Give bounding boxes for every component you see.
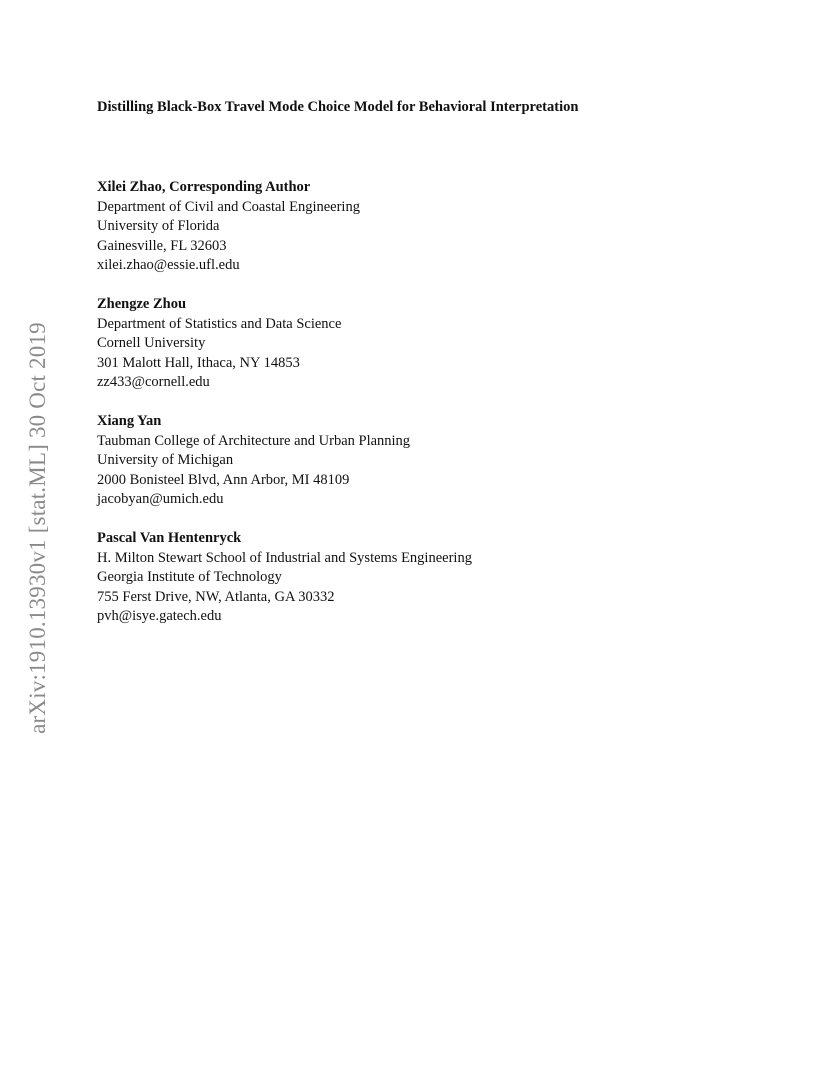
- author-institution: University of Michigan: [97, 452, 234, 468]
- author-address: 755 Ferst Drive, NW, Atlanta, GA 30332: [97, 588, 335, 605]
- author-department: H. Milton Stewart School of Industrial and Systems Engineering: [97, 549, 472, 566]
- author-department: Department of Statistics and Data Science: [97, 315, 342, 332]
- author-email: zz433@cornell.edu: [97, 374, 210, 390]
- author-department: Taubman College of Architecture and Urban Planning: [97, 432, 411, 449]
- author-name: Zhengze Zhou: [97, 296, 187, 312]
- author-block: [97, 178, 360, 276]
- author-address: 301 Malott Hall, Ithaca, NY 14853: [97, 354, 300, 371]
- author-name: Xiang Yan: [97, 413, 162, 429]
- author-institution: Cornell University: [97, 335, 206, 351]
- author-block: [97, 295, 341, 393]
- author-block: [97, 412, 410, 510]
- author-email: jacobyan@umich.edu: [97, 491, 224, 507]
- author-address: Gainesville, FL 32603: [97, 237, 227, 254]
- author-block: [97, 529, 472, 627]
- author-address: 2000 Bonisteel Blvd, Ann Arbor, MI 48109: [97, 471, 350, 488]
- author-name: Pascal Van Hentenryck: [97, 530, 242, 546]
- author-name: Xilei Zhao, Corresponding Author: [97, 179, 311, 195]
- author-department: Department of Civil and Coastal Engineering: [97, 198, 360, 215]
- arxiv-identifier-stamp: arXiv:1910.13930v1 [stat.ML] 30 Oct 2019: [25, 322, 50, 734]
- author-email: xilei.zhao@essie.ufl.edu: [97, 257, 240, 273]
- author-institution: University of Florida: [97, 218, 220, 234]
- paper-title: Distilling Black-Box Travel Mode Choice Model for Behavioral Interpretation: [97, 99, 579, 115]
- author-email: pvh@isye.gatech.edu: [97, 608, 222, 624]
- author-institution: Georgia Institute of Technology: [97, 569, 282, 585]
